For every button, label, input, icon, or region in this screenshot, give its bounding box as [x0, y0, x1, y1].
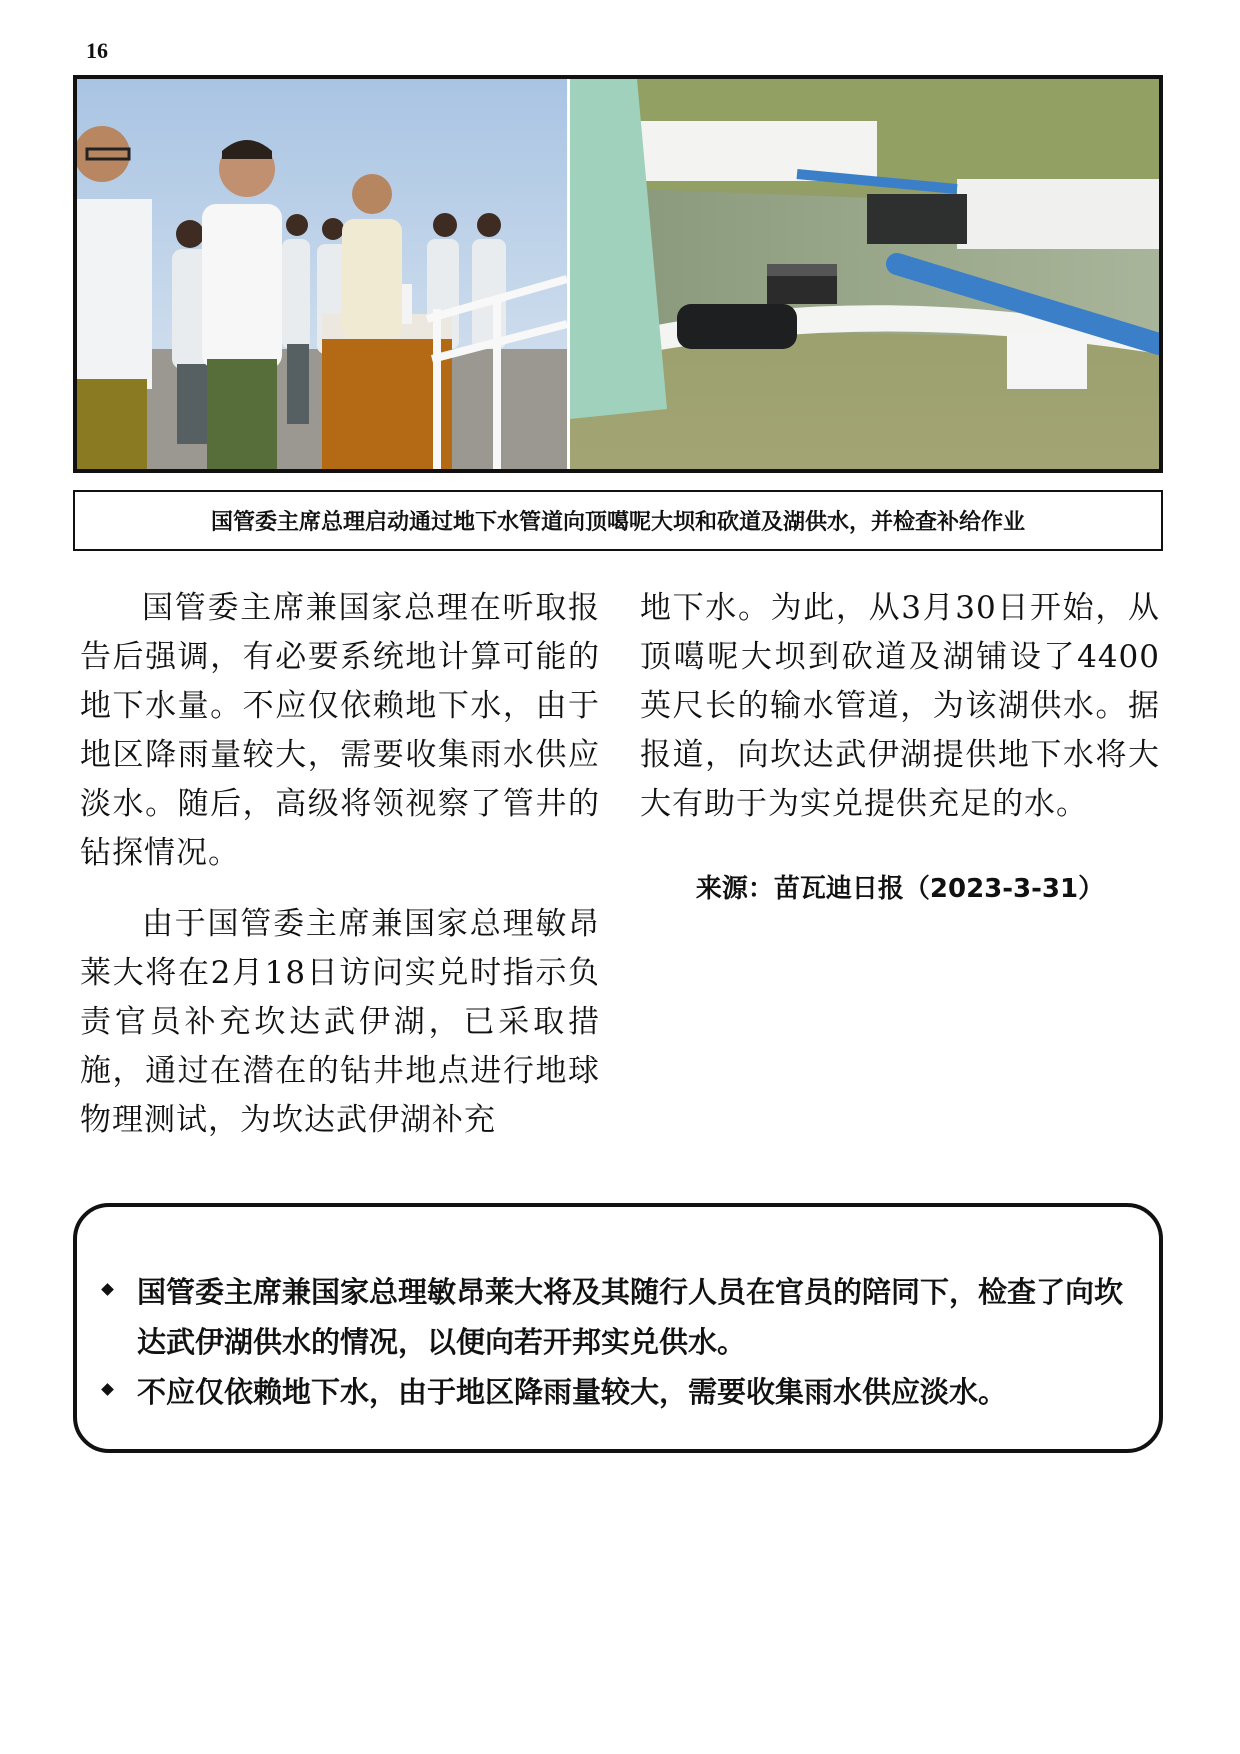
page-number: 16: [86, 38, 108, 63]
article-right-column: [640, 584, 1160, 914]
diamond-bullet-icon: [101, 1383, 114, 1396]
news-photo: [73, 75, 1163, 473]
photo-caption: 国管委主席总理启动通过地下水管道向顶噶呢大坝和砍道及湖供水，并检查补给作业: [73, 490, 1163, 551]
summary-item-text: 国管委主席兼国家总理敏昂莱大将及其随行人员在官员的陪同下，检查了向坎达武伊湖供水的情况，以便向若开邦实兑供水。: [137, 1275, 1124, 1359]
summary-item: [103, 1267, 1137, 1367]
photo-left-officials: [77, 79, 567, 469]
summary-box: [73, 1203, 1163, 1453]
diamond-bullet-icon: [101, 1283, 114, 1296]
article-source: 来源：苗瓦迪日报（2023-3-31）: [695, 874, 1105, 904]
article-left-column: [80, 584, 600, 1167]
article-paragraph: 地下水。为此，从3月30日开始，从顶噶呢大坝到砍道及湖铺设了4400英尺长的输水管道，为该湖供水。据报道，向坎达武伊湖提供地下水将大大有助于为实兑提供充足的水。: [640, 590, 1160, 822]
summary-item: [103, 1367, 1137, 1417]
article-paragraph: 国管委主席兼国家总理在听取报告后强调，有必要系统地计算可能的地下水量。不应仅依赖地下水，由于地区降雨量较大，需要收集雨水供应淡水。随后，高级将领视察了管井的钻探情况。: [80, 590, 600, 871]
summary-item-text: 不应仅依赖地下水，由于地区降雨量较大，需要收集雨水供应淡水。: [137, 1375, 1008, 1409]
photo-right-pipe-outlet: [570, 79, 1159, 469]
article-paragraph: 由于国管委主席兼国家总理敏昂莱大将在2月18日访问实兑时指示负责官员补充坎达武伊湖，已采取措施，通过在潜在的钻井地点进行地球物理测试，为坎达武伊湖补充: [80, 906, 600, 1138]
